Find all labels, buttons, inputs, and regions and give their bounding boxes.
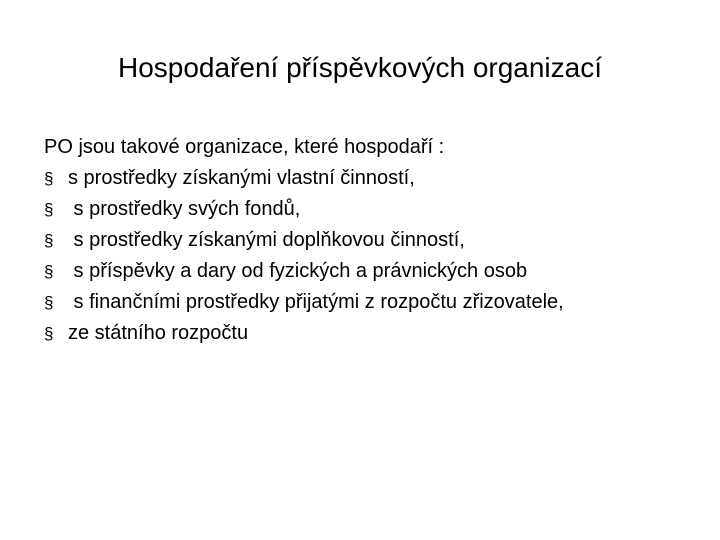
list-item (44, 318, 564, 349)
list-item (44, 194, 564, 225)
list-item (44, 225, 564, 256)
list-item (44, 256, 564, 287)
list-item (44, 163, 564, 194)
bullet-icon: § (44, 169, 54, 188)
bullet-icon: § (44, 293, 54, 312)
intro-text: PO jsou takové organizace, které hospodaří : (44, 136, 445, 158)
bullet-text: s prostředky svých fondů, (68, 198, 301, 220)
bullet-icon: § (44, 324, 54, 343)
list-item (44, 287, 564, 318)
bullet-text: ze státního rozpočtu (68, 322, 249, 344)
bullet-text: s příspěvky a dary od fyzických a právnických osob (68, 260, 528, 282)
bullet-text: s prostředky získanými vlastní činností, (68, 167, 415, 189)
bullet-text: s prostředky získanými doplňkovou činností, (68, 229, 465, 251)
slide-title: Hospodaření příspěvkových organizací (117, 52, 603, 83)
bullet-list (44, 163, 564, 349)
bullet-icon: § (44, 231, 54, 250)
bullet-text: s finančními prostředky přijatými z rozpočtu zřizovatele, (68, 291, 564, 313)
bullet-icon: § (44, 200, 54, 219)
bullet-icon: § (44, 262, 54, 281)
